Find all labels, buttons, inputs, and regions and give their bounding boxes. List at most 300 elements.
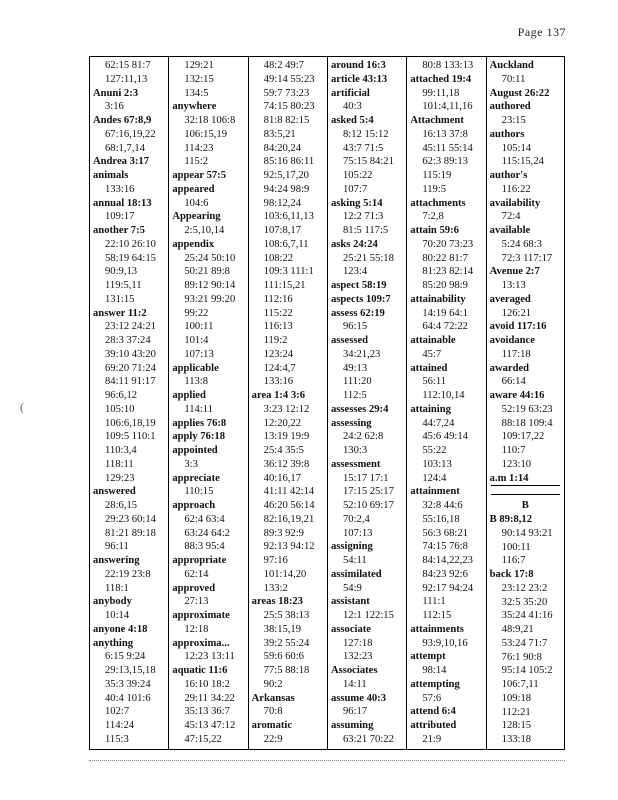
index-reference: 3:16 [105,101,124,113]
index-term: appropriate [172,555,227,566]
index-reference: 132:23 [342,651,373,663]
index-reference: 117:18 [501,348,531,360]
index-reference: 96:11 [105,541,129,553]
index-reference: 115:22 [263,307,293,319]
index-term: attainment [410,486,460,498]
index-reference: 98:14 [422,665,447,676]
index-reference: 114:11 [184,403,213,415]
index-reference: 105:10 [105,403,135,415]
index-reference: 118:11 [105,458,134,470]
index-reference: 89:3 92:9 [263,527,304,539]
index-reference: 45:11 55:14 [422,142,473,154]
index-reference: 74:15 76:8 [422,541,468,553]
index-reference: 84:23 92:6 [422,568,468,580]
index-reference: 111:15,21 [263,280,306,291]
index-term: asking 5:14 [330,197,383,209]
index-reference: 48:9,21 [501,624,534,635]
index-term: applied [172,390,206,401]
index-reference: 62:15 81:7 [105,60,151,71]
index-reference: 12:23 13:11 [184,651,235,663]
index-reference: 81:5 117:5 [342,225,389,236]
index-reference: 32:5 35:20 [501,596,548,608]
index-column-3 [248,57,327,749]
index-reference: 25:21 55:18 [342,252,394,264]
index-term: attend 6:4 [410,706,456,718]
index-term: assimilated [330,568,382,580]
index-reference: 109:5 110:1 [105,431,156,443]
index-reference: 109:17 [105,211,135,223]
index-reference: 99:11,18 [422,87,460,99]
index-term: attain 59:6 [410,225,459,236]
index-term: approved [172,582,216,594]
index-reference: 110:7 [501,445,526,456]
index-term: appendix [172,238,215,250]
index-reference: 40:3 [342,101,362,113]
index-term: avoidance [489,335,535,346]
index-term: attachments [410,197,466,209]
index-reference: 96:15 [342,321,368,333]
index-reference: 113:8 [184,376,209,388]
index-reference: 63:24 64:2 [184,527,230,539]
index-reference: 109:17,22 [501,431,545,443]
index-term: assuming [330,720,374,731]
index-reference: 69:20 71:24 [105,362,156,374]
index-letter-heading: B [491,485,560,513]
index-term: Associates [330,665,378,676]
index-term: B 89:8,12 [489,514,533,525]
index-reference: 116:22 [501,183,531,195]
index-reference: 119:5,11 [105,280,142,291]
index-reference: 50:21 89:8 [184,266,230,278]
index-term: artificial [330,87,370,99]
index-reference: 45:6 49:14 [422,431,468,443]
index-reference: 81:23 82:14 [422,266,474,278]
index-term: Andrea 3:17 [93,156,150,168]
index-reference: 114:24 [105,720,135,731]
index-reference: 45:13 47:12 [184,720,236,731]
index-reference: 81:8 82:15 [263,115,310,126]
index-reference: 32:8 44:6 [422,500,463,511]
index-reference: 83:5,21 [263,128,296,140]
index-reference: 119:2 [263,335,288,346]
index-reference: 107:13 [184,348,214,360]
index-reference: 54:9 [342,582,362,594]
index-reference: 70:20 73:23 [422,238,474,250]
index-term: associate [330,623,371,635]
index-reference: 28:6,15 [105,500,138,511]
index-reference: 6:15 9:24 [105,651,146,663]
index-term: answered [93,486,136,498]
index-term: anything [93,637,134,649]
index-term: assistant [330,596,370,608]
index-reference: 15:17 17:1 [342,472,389,484]
index-term: Avenue 2:7 [489,266,540,278]
index-term: available [489,225,531,236]
index-term: authored [489,101,531,113]
index-reference: 36:12 39:8 [263,458,310,470]
index-term: authors [489,128,525,140]
index-term: assessing [330,417,372,429]
index-reference: 105:14 [501,142,532,154]
index-reference: 76:1 90:8 [501,651,542,663]
index-reference: 22:9 [263,733,283,745]
index-reference: 133:2 [263,582,288,594]
index-term: aquatic 11:6 [172,665,228,676]
index-reference: 130:3 [342,445,368,456]
index-column-5 [406,57,485,749]
index-term: aspect 58:19 [330,280,387,291]
index-term: assume 40:3 [330,692,387,704]
index-reference: 115:15,24 [501,156,544,168]
index-reference: 13:13 [501,280,526,291]
index-term: assessed [330,335,369,346]
index-term: aspects 109:7 [330,293,391,305]
index-reference: 112:16 [263,293,293,305]
index-term: attaining [410,403,451,415]
index-reference: 70:8 [263,706,283,718]
index-reference: 55:22 [422,445,447,456]
index-reference: 35:13 36:7 [184,706,230,718]
index-reference: 108:22 [263,252,294,264]
index-term: approximate [172,610,230,621]
index-reference: 12:1 122:15 [342,610,394,621]
index-term: aromatic [251,720,293,731]
index-reference: 59:6 60:6 [263,651,304,663]
index-reference: 115:19 [422,170,452,181]
index-reference: 104:6 [184,197,209,209]
index-reference: 108:6,7,11 [263,238,309,250]
index-reference: 81:21 89:18 [105,527,156,539]
index-term: attainable [410,335,456,346]
index-term: assigning [330,541,373,553]
index-reference: 105:22 [342,170,373,181]
index-reference: 99:22 [184,307,209,319]
index-term: attached 19:4 [410,73,472,85]
index-reference: 2:5,10,14 [184,225,225,236]
index-reference: 134:5 [184,87,209,99]
index-reference: 129:21 [184,60,214,71]
index-reference: 106:6,18,19 [105,417,156,429]
index-term: assess 62:19 [330,307,385,319]
index-term: approxima... [172,637,230,649]
index-reference: 38:15,19 [263,623,302,635]
index-reference: 107:8,17 [263,225,302,236]
index-term: attempt [410,651,446,663]
index-reference: 39:10 43:20 [105,348,156,360]
index-term: answering [93,555,140,566]
index-term: asks 24:24 [330,238,378,250]
index-reference: 28:3 37:24 [105,335,151,346]
index-reference: 62:14 [184,568,209,580]
index-term: appointed [172,445,218,456]
index-reference: 14:11 [342,678,367,690]
index-reference: 124:4 [422,472,447,484]
index-reference: 25:5 38:13 [263,610,310,621]
index-reference: 25:24 50:10 [184,252,236,264]
index-reference: 23:12 24:21 [105,321,156,333]
index-term: averaged [489,293,531,305]
index-reference: 56:3 68:21 [422,527,468,539]
index-column-1 [89,57,168,749]
index-term: anywhere [172,101,217,113]
index-reference: 127:18 [342,637,373,649]
index-reference: 84:20,24 [263,142,302,154]
index-reference: 58:19 64:15 [105,252,156,264]
index-reference: 72:3 117:17 [501,252,553,264]
index-term: Arkansas [251,692,295,704]
index-reference: 96:17 [342,706,368,718]
index-term: approach [172,500,216,511]
index-term: applicable [172,362,219,374]
index-reference: 90:2 [263,678,283,690]
index-reference: 72:4 [501,211,521,223]
index-term: a.m 1:14 [489,472,529,484]
index-reference: 85:20 98:9 [422,280,468,291]
index-reference: 88:18 109:4 [501,417,553,429]
index-reference: 127:11,13 [105,73,148,85]
index-reference: 88:3 95:4 [184,541,225,553]
index-reference: 101:14,20 [263,568,307,580]
index-term: Auckland [489,60,534,71]
index-term: applies 76:8 [172,417,227,429]
index-term: attributed [410,720,457,731]
index-reference: 97:16 [263,555,288,566]
index-reference: 92:17 94:24 [422,582,474,594]
index-reference: 45:7 [422,348,442,360]
index-reference: 111:20 [342,376,372,388]
index-reference: 132:15 [184,73,214,85]
index-reference: 34:21,23 [342,348,381,360]
index-reference: 131:15 [105,293,135,305]
index-reference: 103:6,11,13 [263,211,314,223]
index-reference: 16:13 37:8 [422,128,468,140]
index-reference: 63:21 70:22 [342,733,394,745]
index-term: availability [489,197,541,209]
margin-mark-icon: ( [20,400,24,414]
index-reference: 119:5 [422,183,447,195]
index-reference: 82:16,19,21 [263,513,315,525]
index-reference: 109:18 [501,692,532,704]
index-reference: 8:12 15:12 [342,128,389,140]
index-reference: 49:14 55:23 [263,73,315,85]
index-reference: 13:19 19:9 [263,431,310,443]
page-number: Page 137 [517,25,566,39]
index-reference: 47:15,22 [184,733,222,745]
index-reference: 74:15 80:23 [263,101,315,113]
index-reference: 102:7 [105,706,130,718]
index-reference: 62:3 89:13 [422,156,468,168]
index-reference: 22:19 23:8 [105,568,151,580]
index-reference: 94:24 98:9 [263,183,310,195]
index-reference: 84:11 91:17 [105,376,156,388]
index-reference: 95:14 105:2 [501,665,553,677]
index-reference: 123:24 [263,348,294,360]
index-reference: 68:1,7,14 [105,142,146,154]
index-term: Appearing [172,211,221,223]
index-reference: 56:11 [422,376,447,388]
index-term: Anuni 2:3 [93,87,139,99]
index-reference: 59:7 73:23 [263,87,310,99]
index-reference: 40:4 101:6 [105,692,151,704]
index-reference: 133:18 [501,734,532,745]
index-reference: 112:10,14 [422,390,465,401]
index-reference: 44:7,24 [422,417,455,429]
index-reference: 111:1 [422,596,446,608]
index-reference: 118:1 [105,582,129,594]
index-reference: 90:14 93:21 [501,527,553,539]
index-reference: 110:15 [184,486,214,498]
index-reference: 7:2,8 [422,211,444,223]
index-reference: 12:20,22 [263,417,302,429]
index-reference: 112:21 [501,706,531,718]
index-term: attempting [410,678,460,690]
index-term: attained [410,362,448,374]
index-reference: 106:7,11 [501,679,539,690]
index-reference: 133:16 [105,183,135,195]
index-reference: 54:11 [342,555,367,566]
index-term: annual 18:13 [93,197,152,209]
index-term: August 26:22 [489,87,550,99]
index-reference: 70:11 [501,73,526,85]
index-reference: 49:13 [342,362,368,374]
index-column-2 [168,57,247,749]
index-reference: 64:4 72:22 [422,321,468,333]
index-term: anyone 4:18 [93,623,148,635]
index-term: apply 76:18 [172,431,226,443]
index-reference: 67:16,19,22 [105,128,156,140]
index-reference: 110:3,4 [105,445,137,456]
index-term: author's [489,170,528,181]
index-reference: 123:10 [501,458,532,470]
index-reference: 115:3 [105,733,129,745]
index-reference: 29:13,15,18 [105,665,156,676]
index-reference: 112:15 [422,610,452,621]
index-term: animals [93,170,129,181]
index-reference: 96:6,12 [105,390,138,401]
index-term: around 16:3 [330,60,386,71]
index-reference: 21:9 [422,733,442,745]
index-term: Andes 67:8,9 [93,115,152,126]
index-reference: 52:10 69:17 [342,500,394,511]
footer-rule [89,760,565,761]
index-term: answer 11:2 [93,307,147,319]
index-reference: 100:11 [501,541,531,553]
index-reference: 57:6 [422,692,442,704]
index-reference: 93:9,10,16 [422,637,468,649]
index-reference: 126:21 [501,307,532,319]
index-reference: 80:8 133:13 [422,60,474,71]
index-reference: 112:5 [342,390,367,401]
index-term: Attachment [410,115,464,126]
index-reference: 92:13 94:12 [263,541,315,553]
index-term: back 17:8 [489,569,534,580]
index-reference: 29:23 60:14 [105,513,156,525]
index-term: area 1:4 3:6 [251,390,306,401]
index-reference: 101:4 [184,335,209,346]
index-column-6 [486,57,565,749]
index-term: appear 57:5 [172,170,226,181]
index-reference: 16:10 18:2 [184,678,230,690]
index-reference: 101:4,11,16 [422,101,473,113]
index-reference: 3:3 [184,458,198,470]
index-reference: 53:24 71:7 [501,637,548,649]
index-reference: 35:3 39:24 [105,678,151,690]
index-reference: 80:22 81:7 [422,252,468,264]
index-reference: 48:2 49:7 [263,60,304,71]
index-reference: 66:14 [501,376,526,388]
index-reference: 100:11 [184,321,214,333]
index-term: awarded [489,362,530,374]
index-reference: 41:11 42:14 [263,486,315,498]
index-reference: 32:18 106:8 [184,115,236,126]
index-term: appeared [172,183,215,195]
index-reference: 35:24 41:16 [501,610,553,622]
index-reference: 40:16,17 [263,472,302,484]
index-reference: 107:13 [342,527,373,539]
index-reference: 114:23 [184,142,214,154]
index-reference: 39:2 55:24 [263,637,310,649]
index-reference: 12:2 71:3 [342,211,384,223]
index-reference: 85:16 86:11 [263,156,315,168]
index-reference: 129:23 [105,472,135,484]
index-reference: 14:19 64:1 [422,307,468,319]
index-reference: 93:21 99:20 [184,293,236,305]
index-term: anybody [93,596,132,608]
index-reference: 128:15 [501,720,532,732]
index-reference: 52:19 63:23 [501,403,553,415]
index-reference: 107:7 [342,183,368,195]
index-reference: 25:4 35:5 [263,445,304,456]
index-term: attainments [410,623,464,635]
index-term: areas 18:23 [251,596,303,608]
index-reference: 23:12 23:2 [501,582,548,594]
index-reference: 77:5 88:18 [263,665,310,676]
index-term: assesses 29:4 [330,403,389,415]
index-reference: 70:2,4 [342,513,370,525]
word-index-table [89,56,565,750]
index-reference: 62:4 63:4 [184,513,225,525]
index-reference: 55:16,18 [422,513,460,525]
index-reference: 24:2 62:8 [342,431,384,443]
index-reference: 17:15 25:17 [342,486,394,498]
index-term: assessment [330,458,381,470]
index-reference: 43:7 71:5 [342,142,384,154]
index-term: another 7:5 [93,225,145,236]
index-reference: 106:15,19 [184,128,227,140]
index-reference: 23:15 [501,115,526,126]
index-reference: 133:16 [263,376,294,388]
index-reference: 98:12,24 [263,197,302,209]
index-reference: 116:13 [263,321,293,333]
index-reference: 124:4,7 [263,362,296,374]
index-reference: 103:13 [422,458,452,470]
index-reference: 10:14 [105,610,130,621]
index-reference: 89:12 90:14 [184,280,236,291]
index-reference: 92:5,17,20 [263,170,309,181]
index-reference: 109:3 111:1 [263,266,314,278]
index-reference: 29:11 34:22 [184,692,235,704]
index-reference: 115:2 [184,156,209,168]
index-term: aware 44:16 [489,390,545,401]
index-column-4 [327,57,406,749]
index-reference: 46:20 56:14 [263,500,315,511]
index-reference: 116:7 [501,555,526,567]
index-term: avoid 117:16 [489,321,547,333]
index-term: attainability [410,293,466,305]
index-reference: 5:24 68:3 [501,238,542,250]
index-reference: 75:15 84:21 [342,156,394,168]
index-reference: 123:4 [342,266,368,278]
